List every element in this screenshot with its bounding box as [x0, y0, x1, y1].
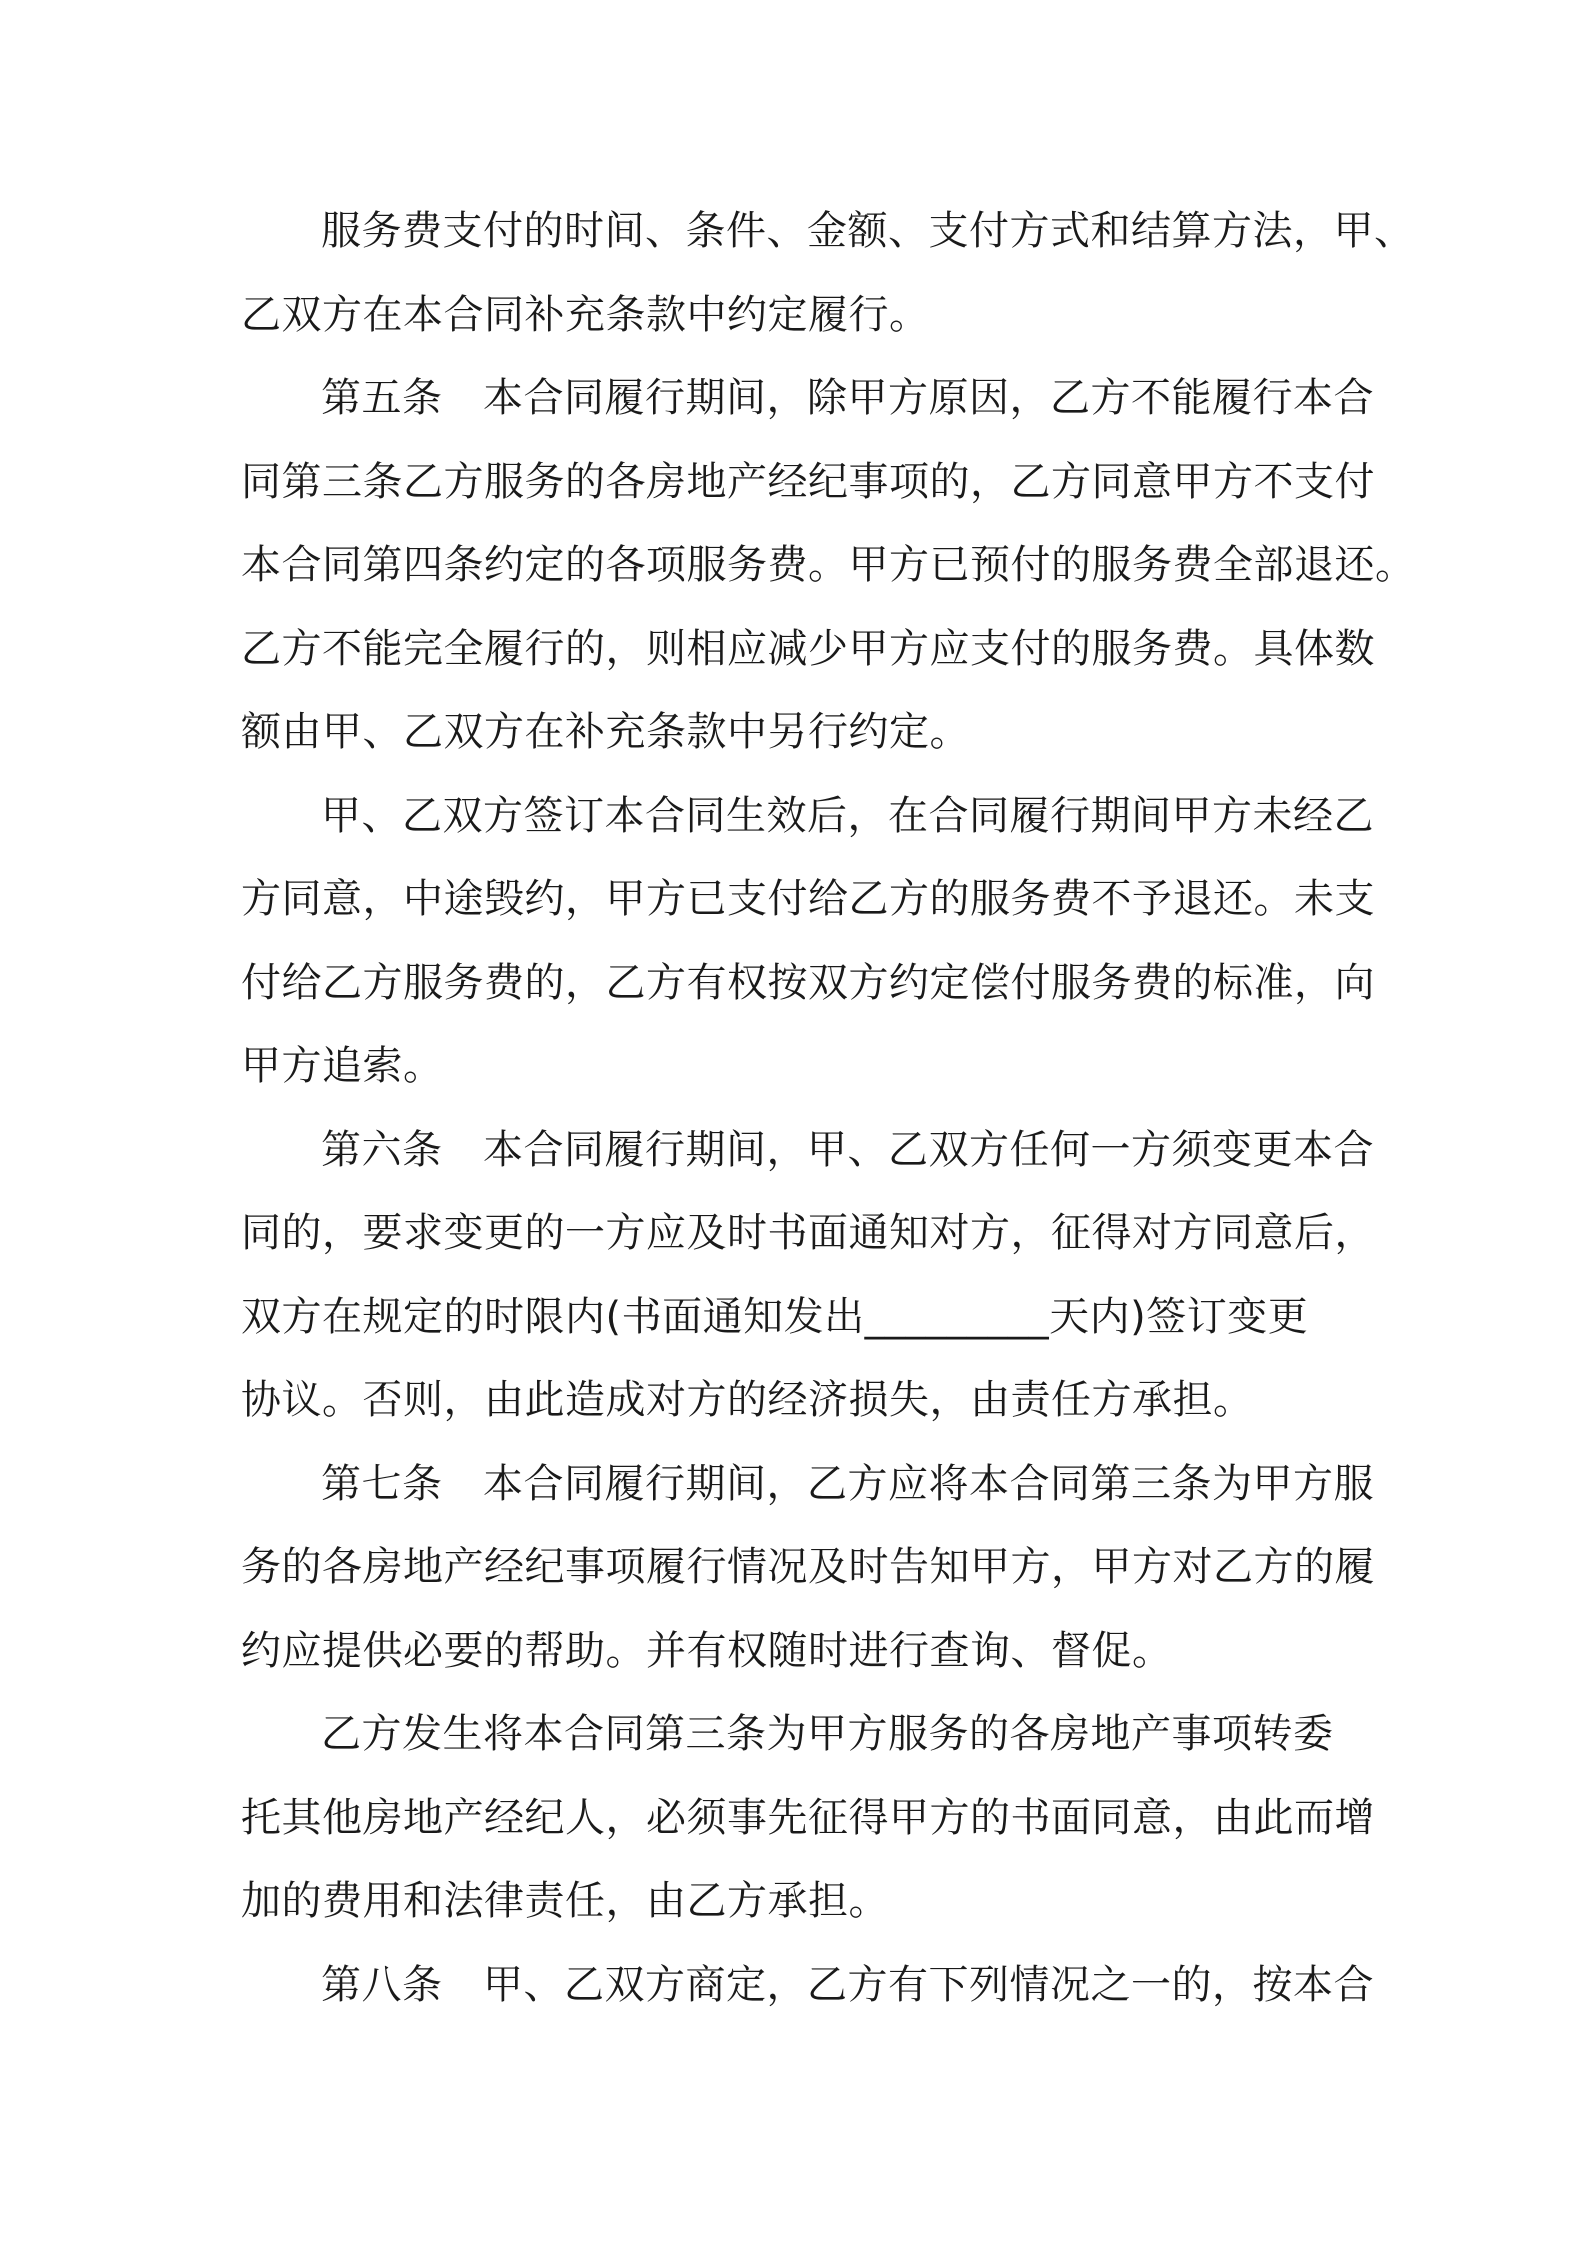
paragraph-line: 甲、乙双方签订本合同生效后，在合同履行期间甲方未经乙: [321, 793, 1374, 839]
paragraph-line: 乙双方在本合同补充条款中约定履行。: [241, 292, 930, 338]
paragraph-line: 协议。否则，由此造成对方的经济损失，由责任方承担。: [241, 1377, 1254, 1423]
paragraph-line: 额由甲、乙双方在补充条款中另行约定。: [241, 709, 970, 755]
paragraph-line: 乙方发生将本合同第三条为甲方服务的各房地产事项转委: [321, 1711, 1334, 1757]
article-7-heading-line: 第七条 本合同履行期间，乙方应将本合同第三条为甲方服: [321, 1461, 1374, 1507]
paragraph-line: 务的各房地产经纪事项履行情况及时告知甲方，甲方对乙方的履: [241, 1544, 1375, 1590]
paragraph-line: 约应提供必要的帮助。并有权随时进行查询、督促。: [241, 1628, 1173, 1674]
paragraph-line: 乙方不能完全履行的，则相应减少甲方应支付的服务费。具体数: [241, 626, 1375, 672]
paragraph-line: 双方在规定的时限内(书面通知发出_________天内)签订变更: [241, 1294, 1309, 1340]
article-6-heading-line: 第六条 本合同履行期间，甲、乙双方任何一方须变更本合: [321, 1127, 1374, 1173]
paragraph-line: 服务费支付的时间、条件、金额、支付方式和结算方法，甲、: [321, 208, 1415, 254]
article-5-heading-line: 第五条 本合同履行期间，除甲方原因，乙方不能履行本合: [321, 375, 1374, 421]
paragraph-line: 方同意，中途毁约，甲方已支付给乙方的服务费不予退还。未支: [241, 876, 1375, 922]
paragraph-line: 加的费用和法律责任，由乙方承担。: [241, 1878, 889, 1924]
paragraph-line: 付给乙方服务费的，乙方有权按双方约定偿付服务费的标准，向: [241, 960, 1375, 1006]
paragraph-line: 甲方追索。: [241, 1043, 444, 1089]
paragraph-line: 托其他房地产经纪人，必须事先征得甲方的书面同意，由此而增: [241, 1795, 1375, 1841]
paragraph-line: 同的，要求变更的一方应及时书面通知对方，征得对方同意后，: [241, 1210, 1375, 1256]
article-8-heading-line: 第八条 甲、乙双方商定，乙方有下列情况之一的，按本合: [321, 1962, 1374, 2008]
paragraph-line: 同第三条乙方服务的各房地产经纪事项的，乙方同意甲方不支付: [241, 459, 1375, 505]
paragraph-line: 本合同第四条约定的各项服务费。甲方已预付的服务费全部退还。: [241, 542, 1416, 588]
